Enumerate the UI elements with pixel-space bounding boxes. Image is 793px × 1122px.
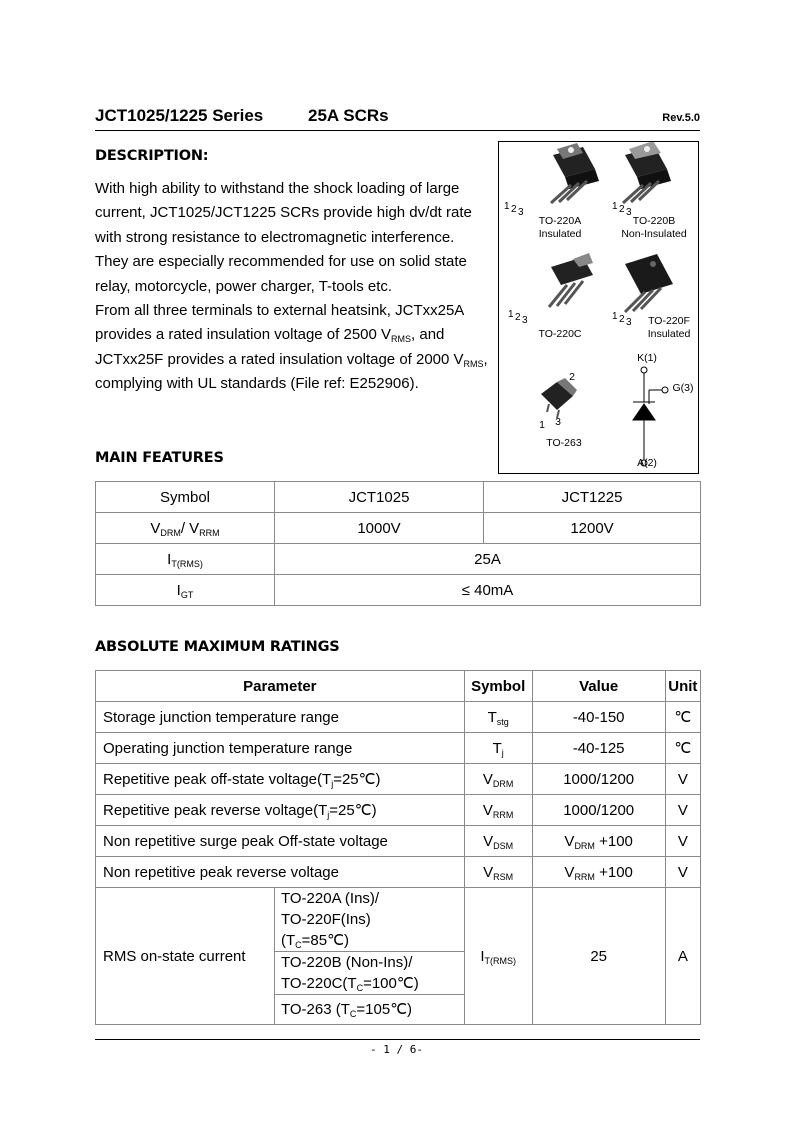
- value-cell: 25: [532, 888, 665, 1025]
- anode-label: A(2): [637, 457, 657, 469]
- value-cell: 1200V: [484, 513, 701, 544]
- main-features-table: [95, 481, 701, 606]
- table-row: [96, 544, 701, 575]
- value-cell: $V_{DRM} +100$: [532, 826, 665, 857]
- table-row: [96, 764, 701, 795]
- svg-text:1: 1: [612, 311, 618, 322]
- symbol-cell: $T_{stg}$: [464, 702, 532, 733]
- header-symbol: Symbol: [464, 671, 532, 702]
- svg-text:3: 3: [626, 207, 632, 218]
- symbol-cell: $V_{DSM}$: [464, 826, 532, 857]
- symbol-cell: $V_{RSM}$: [464, 857, 532, 888]
- to220a-package-icon: [551, 143, 599, 203]
- symbol-cell: $T_j$: [464, 733, 532, 764]
- svg-text:2: 2: [515, 312, 521, 323]
- value-cell: -40-125: [532, 733, 665, 764]
- to220b-label: TO-220B Non-Insulated: [621, 215, 687, 240]
- description-paragraph-1: With high ability to withstand the shock loading of large current, JCT1025/JCT1225 SCRs provide high dv/dt rate with strong resistance to electromagnetic interference. They are especially recommended for use on solid state relay, motorcycle, power charger, T-tools etc.: [95, 180, 472, 295]
- to263-pin3: 3: [555, 416, 561, 428]
- header-rule: [95, 130, 700, 131]
- svg-text:3: 3: [518, 207, 524, 218]
- package-cell: TO-220B (Non-Ins)/ $TO-220C(T_C=100℃)$: [275, 952, 465, 995]
- table-row: [96, 575, 701, 606]
- symbol-vdrm-vrrm: $V_{DRM}/$ $V_{RRM}$: [96, 513, 275, 544]
- to220a-label: TO-220A Insulated: [538, 215, 582, 240]
- value-cell: ≤ 40mA: [275, 575, 701, 606]
- value-cell: 25A: [275, 544, 701, 575]
- param-cell: Storage junction temperature range: [96, 702, 465, 733]
- value-cell: 1000/1200: [532, 795, 665, 826]
- unit-cell: V: [665, 826, 700, 857]
- param-cell: Operating junction temperature range: [96, 733, 465, 764]
- table-row: [96, 671, 701, 702]
- svg-text:2: 2: [619, 204, 625, 215]
- param-cell: Non repetitive peak reverse voltage: [96, 857, 465, 888]
- cathode-label: K(1): [637, 352, 657, 364]
- unit-cell: V: [665, 857, 700, 888]
- svg-text:3: 3: [626, 317, 632, 328]
- value-cell: 1000V: [275, 513, 484, 544]
- table-row: [96, 702, 701, 733]
- param-cell: Repetitive peak reverse $voltage(T_j=25℃)$: [96, 795, 465, 826]
- param-cell: Non repetitive surge peak Off-state voltage: [96, 826, 465, 857]
- table-row: [96, 482, 701, 513]
- svg-text:2: 2: [619, 314, 625, 325]
- table-row: [96, 513, 701, 544]
- header-parameter: Parameter: [96, 671, 465, 702]
- package-cell: TO-220A (Ins)/ TO-220F(Ins) $(T_C=85℃)$: [275, 888, 465, 952]
- unit-cell: A: [665, 888, 700, 1025]
- revision-label: Rev.5.0: [662, 112, 700, 124]
- absolute-maximum-ratings-table: [95, 670, 701, 1025]
- table-row: [96, 826, 701, 857]
- svg-text:1: 1: [612, 201, 618, 212]
- to220f-label: TO-220F Insulated: [647, 315, 691, 340]
- to220f-package-icon: [625, 254, 673, 312]
- description-heading: DESCRIPTION:: [95, 148, 209, 164]
- svg-text:3: 3: [522, 315, 528, 326]
- header-jct1025: JCT1025: [275, 482, 484, 513]
- symbol-cell: $V_{RRM}$: [464, 795, 532, 826]
- symbol-igt: $I_{GT}$: [96, 575, 275, 606]
- to220c-label: TO-220C: [538, 328, 582, 340]
- package-cell: TO-263 $(T_C=105℃)$: [275, 995, 465, 1025]
- package-diagram-box: [498, 141, 699, 474]
- table-row: [96, 733, 701, 764]
- document-title: JCT1025/1225 Series: [95, 106, 264, 125]
- svg-text:1: 1: [508, 309, 514, 320]
- document-subtitle: 25A SCRs: [308, 106, 389, 125]
- footer-rule: [95, 1039, 700, 1040]
- to220a-pins: 1: [504, 201, 510, 212]
- table-row: [96, 888, 701, 952]
- unit-cell: ℃: [665, 733, 700, 764]
- unit-cell: ℃: [665, 702, 700, 733]
- package-drawings: [499, 142, 698, 473]
- header-value: Value: [532, 671, 665, 702]
- amr-heading: ABSOLUTE MAXIMUM RATINGS: [95, 639, 340, 655]
- symbol-cell: $I_{T(RMS)}$: [464, 888, 532, 1025]
- to263-label: TO-263: [546, 437, 582, 449]
- description-text: [95, 177, 490, 397]
- header-symbol: Symbol: [96, 482, 275, 513]
- to220b-package-icon: [623, 142, 671, 203]
- value-cell: $V_{RRM} +100$: [532, 857, 665, 888]
- param-cell: RMS on-state current: [96, 888, 275, 1025]
- scr-schematic-symbol: [633, 367, 668, 466]
- svg-text:2: 2: [511, 204, 517, 215]
- value-cell: 1000/1200: [532, 764, 665, 795]
- table-row: [96, 795, 701, 826]
- description-paragraph-2: From all three terminals to external heatsink, JCTxx25A provides a rated insulation voltage of 2500 $V_{RMS}$, and JCTxx25F provides a rated insulation voltage of 2000 $V_{RMS}$, complying with UL standards (File ref: E252906).: [95, 302, 488, 393]
- page-number: - 1 / 6-: [370, 1043, 423, 1056]
- symbol-cell: $V_{DRM}$: [464, 764, 532, 795]
- param-cell: Repetitive peak off-state $voltage(T_j=25℃)$: [96, 764, 465, 795]
- to263-pin2: 2: [569, 371, 575, 383]
- symbol-it-rms: $I_{T(RMS)}$: [96, 544, 275, 575]
- value-cell: -40-150: [532, 702, 665, 733]
- header-jct1225: JCT1225: [484, 482, 701, 513]
- main-features-heading: MAIN FEATURES: [95, 450, 224, 466]
- header-unit: Unit: [665, 671, 700, 702]
- table-row: [96, 857, 701, 888]
- unit-cell: V: [665, 764, 700, 795]
- to220c-package-icon: [549, 253, 593, 307]
- unit-cell: V: [665, 795, 700, 826]
- gate-label: G(3): [672, 382, 694, 394]
- to263-package-icon: [541, 378, 577, 418]
- to263-pin1: 1: [539, 419, 545, 431]
